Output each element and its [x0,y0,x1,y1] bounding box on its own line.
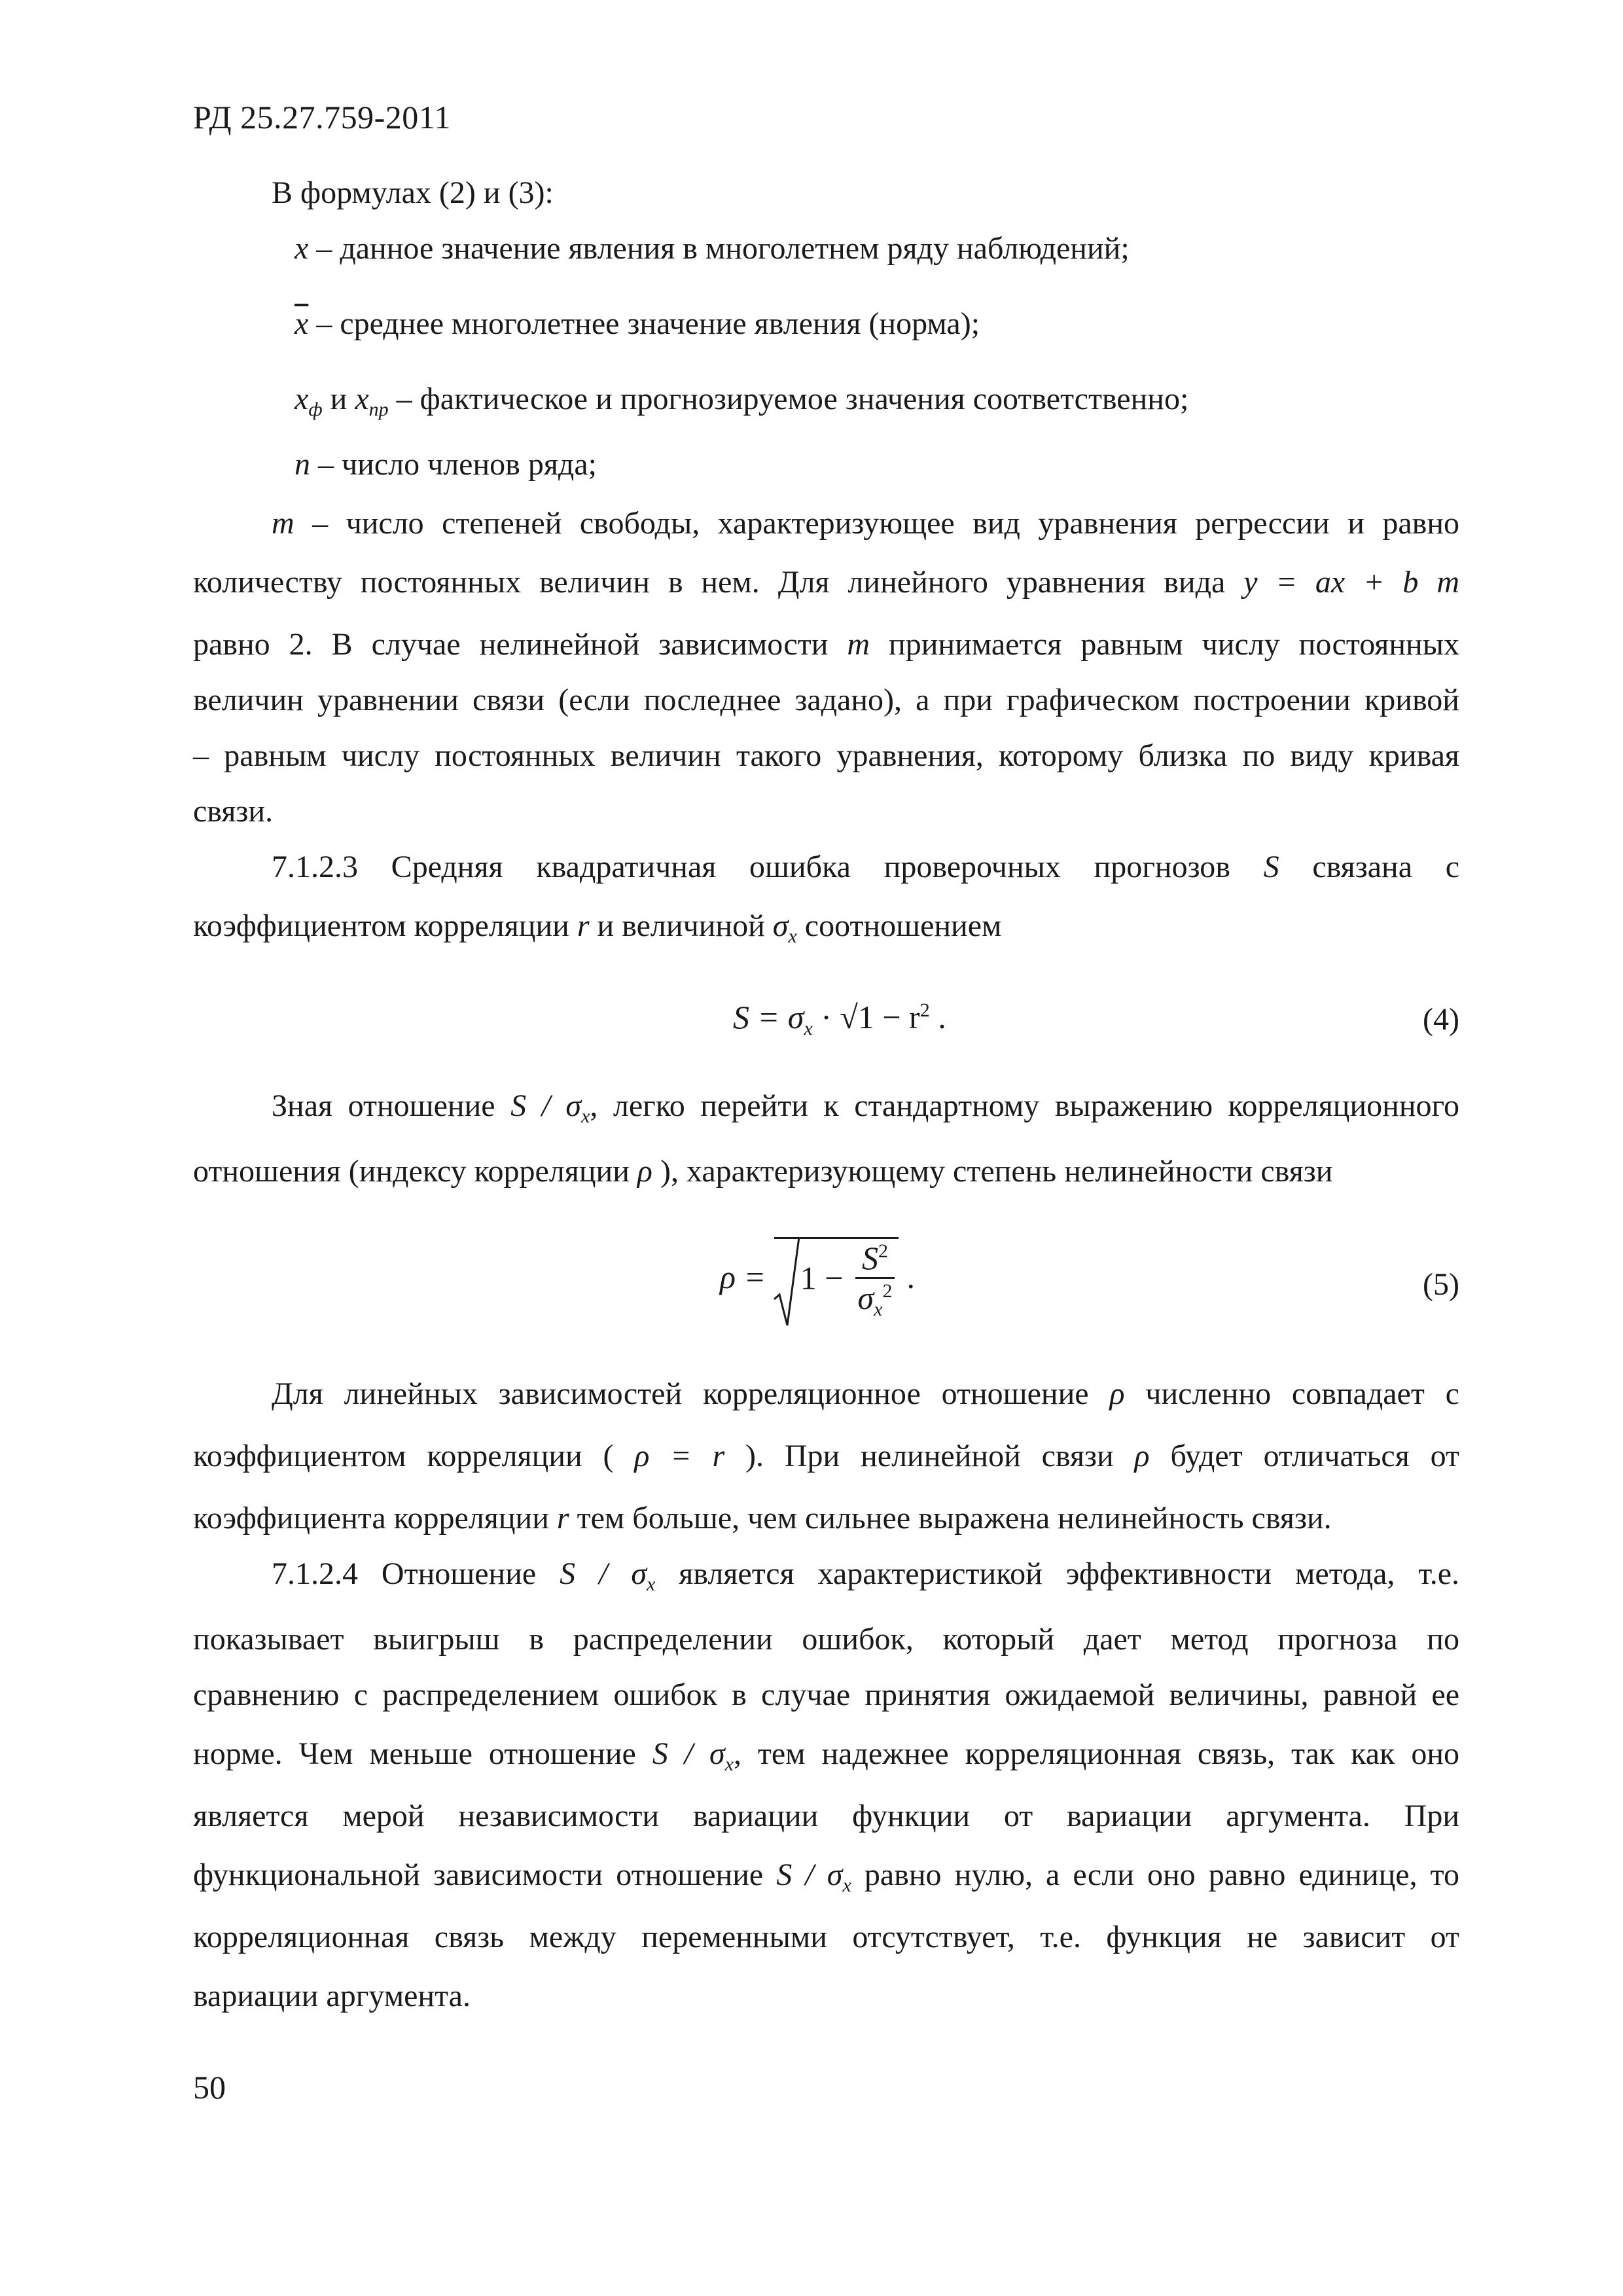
text-span: и величиной [589,908,773,943]
text-span: коэффициентом корреляции [193,908,577,943]
section-7-1-2-4-line-3: сравнению с распределением ошибок в случае принятия ожидаемой величины, равной ее [193,1677,1459,1712]
ratio-S-sigma: S / σ [510,1088,582,1123]
subscript-x: x [804,1018,813,1039]
radical-sign-icon [773,1237,800,1329]
fraction-numerator [855,1239,895,1279]
symbol-m: m [272,506,294,541]
text-span: , тем надежнее корреляционная связь, так как оно [733,1736,1460,1771]
text-span: является характеристикой эффективности метода, т.е. [655,1556,1460,1591]
formula-4-root: · √1 − r [812,999,920,1035]
subscript-x: x [581,1105,590,1127]
text-span: норме. Чем меньше отношение [193,1736,652,1771]
fraction [855,1239,895,1320]
symbol-r: r [556,1501,569,1535]
text-span: ). При нелинейной связи [724,1439,1135,1473]
definition-m-line-1 [272,504,1459,543]
document-code: РД 25.27.759-2011 [193,99,451,135]
section-7-1-2-4-line-5: является мерой независимости вариации функции от вариации аргумента. При [193,1799,1459,1833]
definition-m-line-5: – равным числу постоянных величин такого уравнения, которому близка по виду кривая [193,738,1459,773]
superscript-2: 2 [882,1280,893,1302]
symbol-x: x [294,231,309,266]
definition-m-text: – число степеней свободы, характеризующее вид уравнения регрессии и равно [294,506,1459,541]
superscript-2: 2 [919,999,930,1021]
linear-dependence-line-3 [193,1499,1459,1538]
symbol-rho: ρ [1109,1376,1125,1411]
definition-m-line-4: величин уравнении связи (если последнее задано), а при графическом построении кривой [193,683,1459,717]
rho-equals-r: ρ = r [634,1439,725,1473]
definition-xf-xpr [294,380,1188,419]
subscript-x: x [842,1874,851,1896]
text-span: принимается равным числу постоянных [870,627,1459,662]
text-span: равно нулю, а если оно равно единице, то [851,1857,1460,1892]
text-span: , легко перейти к стандартному выражению корреляционного [590,1088,1460,1123]
ratio-S-sigma: S / σ [776,1857,843,1892]
text-span: будет отличаться от [1149,1439,1460,1473]
equation-number-4: (4) [1423,1002,1459,1037]
subscript-x: x [788,925,797,947]
text-span: 7.1.2.3 Средняя квадратичная ошибка проверочных прогнозов [272,850,1264,884]
subscript-f: ф [308,399,323,420]
formula-5-lhs: ρ = [720,1259,774,1295]
text-span: коэффициента корреляции [193,1501,557,1535]
and-word: и [322,382,355,416]
symbol-sigma: σ [857,1280,874,1316]
text-span: количеству постоянных величин в нем. Для линейного уравнения вида [193,565,1244,600]
fraction-denominator [855,1279,895,1320]
symbol-r: r [577,908,590,943]
ratio-S-sigma: S / σ [560,1556,647,1591]
text-span: отношения (индексу корреляции [193,1154,637,1189]
definition-xbar-text: – среднее многолетнее значение явления (норма); [308,306,980,341]
definition-x [294,229,1130,268]
definition-m-line-6: связи. [193,794,274,829]
equation-number-5: (5) [1423,1267,1459,1302]
intro-line: В формулах (2) и (3): [272,175,554,210]
symbol-rho: ρ [637,1154,652,1189]
knowing-ratio-line-2 [193,1152,1459,1191]
text-span: ), характеризующему степень нелинейности связи [652,1154,1333,1189]
text-span: равно 2. В случае нелинейной зависимости [193,627,847,662]
symbol-x-f: x [294,382,309,416]
symbol-n: n [294,447,310,482]
section-7-1-2-4-line-4 [193,1734,1459,1774]
text-span: функциональной зависимости отношение [193,1857,777,1892]
section-7-1-2-4-line-8: вариации аргумента. [193,1979,471,2013]
subscript-x: x [724,1753,734,1775]
formula-4-end: . [929,999,946,1035]
subscript-x: x [647,1573,656,1595]
text-span: тем больше, чем сильнее выражена нелинейность связи. [569,1501,1332,1535]
text-span: Для линейных зависимостей корреляционное отношение [272,1376,1110,1411]
symbol-S: S [861,1240,878,1276]
symbol-x-pr: x [355,382,369,416]
linear-dependence-line-2 [193,1437,1459,1476]
definition-xf-text: – фактическое и прогнозируемое значения соответственно; [388,382,1189,416]
text-span: численно совпадает с [1124,1376,1459,1411]
definition-m-line-2 [193,563,1459,602]
text-span: Зная отношение [272,1088,511,1123]
section-7-1-2-4-line-7: корреляционная связь между переменными отсутствует, т.е. функция не зависит от [193,1920,1459,1954]
knowing-ratio-line-1 [272,1086,1459,1126]
definition-n-text: – число членов ряда; [310,447,597,482]
square-root [774,1237,899,1320]
section-7-1-2-3-line-1 [272,848,1459,887]
section-7-1-2-4-line-2: показывает выигрыш в распределении ошибок, который дает метод прогноза по [193,1622,1459,1657]
subscript-x: x [874,1299,883,1320]
definition-x-text: – данное значение явления в многолетнем ряду наблюдений; [308,231,1130,266]
symbol-x-bar: $\overline{x}$ [294,306,309,341]
text-span: коэффициентом корреляции ( [193,1439,635,1473]
definition-n [294,445,597,484]
text-span: связана с [1279,850,1459,884]
linear-equation: y = ax + b [1243,565,1419,600]
formula-5 [720,1237,915,1320]
symbol-sigma: σ [772,908,789,943]
formula-4-lhs: S = σ [733,999,804,1035]
formula-4 [733,998,946,1039]
symbol-S: S [1263,850,1279,884]
subscript-pr: пр [368,399,389,420]
symbol-rho: ρ [1134,1439,1150,1473]
text-span: соотношением [796,908,1002,943]
definition-xbar [294,304,980,344]
formula-5-one: 1 − [800,1259,851,1297]
superscript-2: 2 [878,1240,888,1262]
formula-5-end: . [898,1259,915,1295]
section-7-1-2-4-line-6 [193,1856,1459,1895]
section-7-1-2-3-line-2 [193,906,1459,946]
ratio-S-sigma: S / σ [652,1736,725,1771]
text-span: 7.1.2.4 Отношение [272,1556,560,1591]
section-7-1-2-4-line-1 [272,1554,1459,1594]
symbol-m: m [847,627,870,662]
page-number: 50 [193,2069,226,2106]
linear-dependence-line-1 [272,1374,1459,1414]
symbol-m: m [1436,565,1460,600]
definition-m-line-3 [193,625,1459,664]
